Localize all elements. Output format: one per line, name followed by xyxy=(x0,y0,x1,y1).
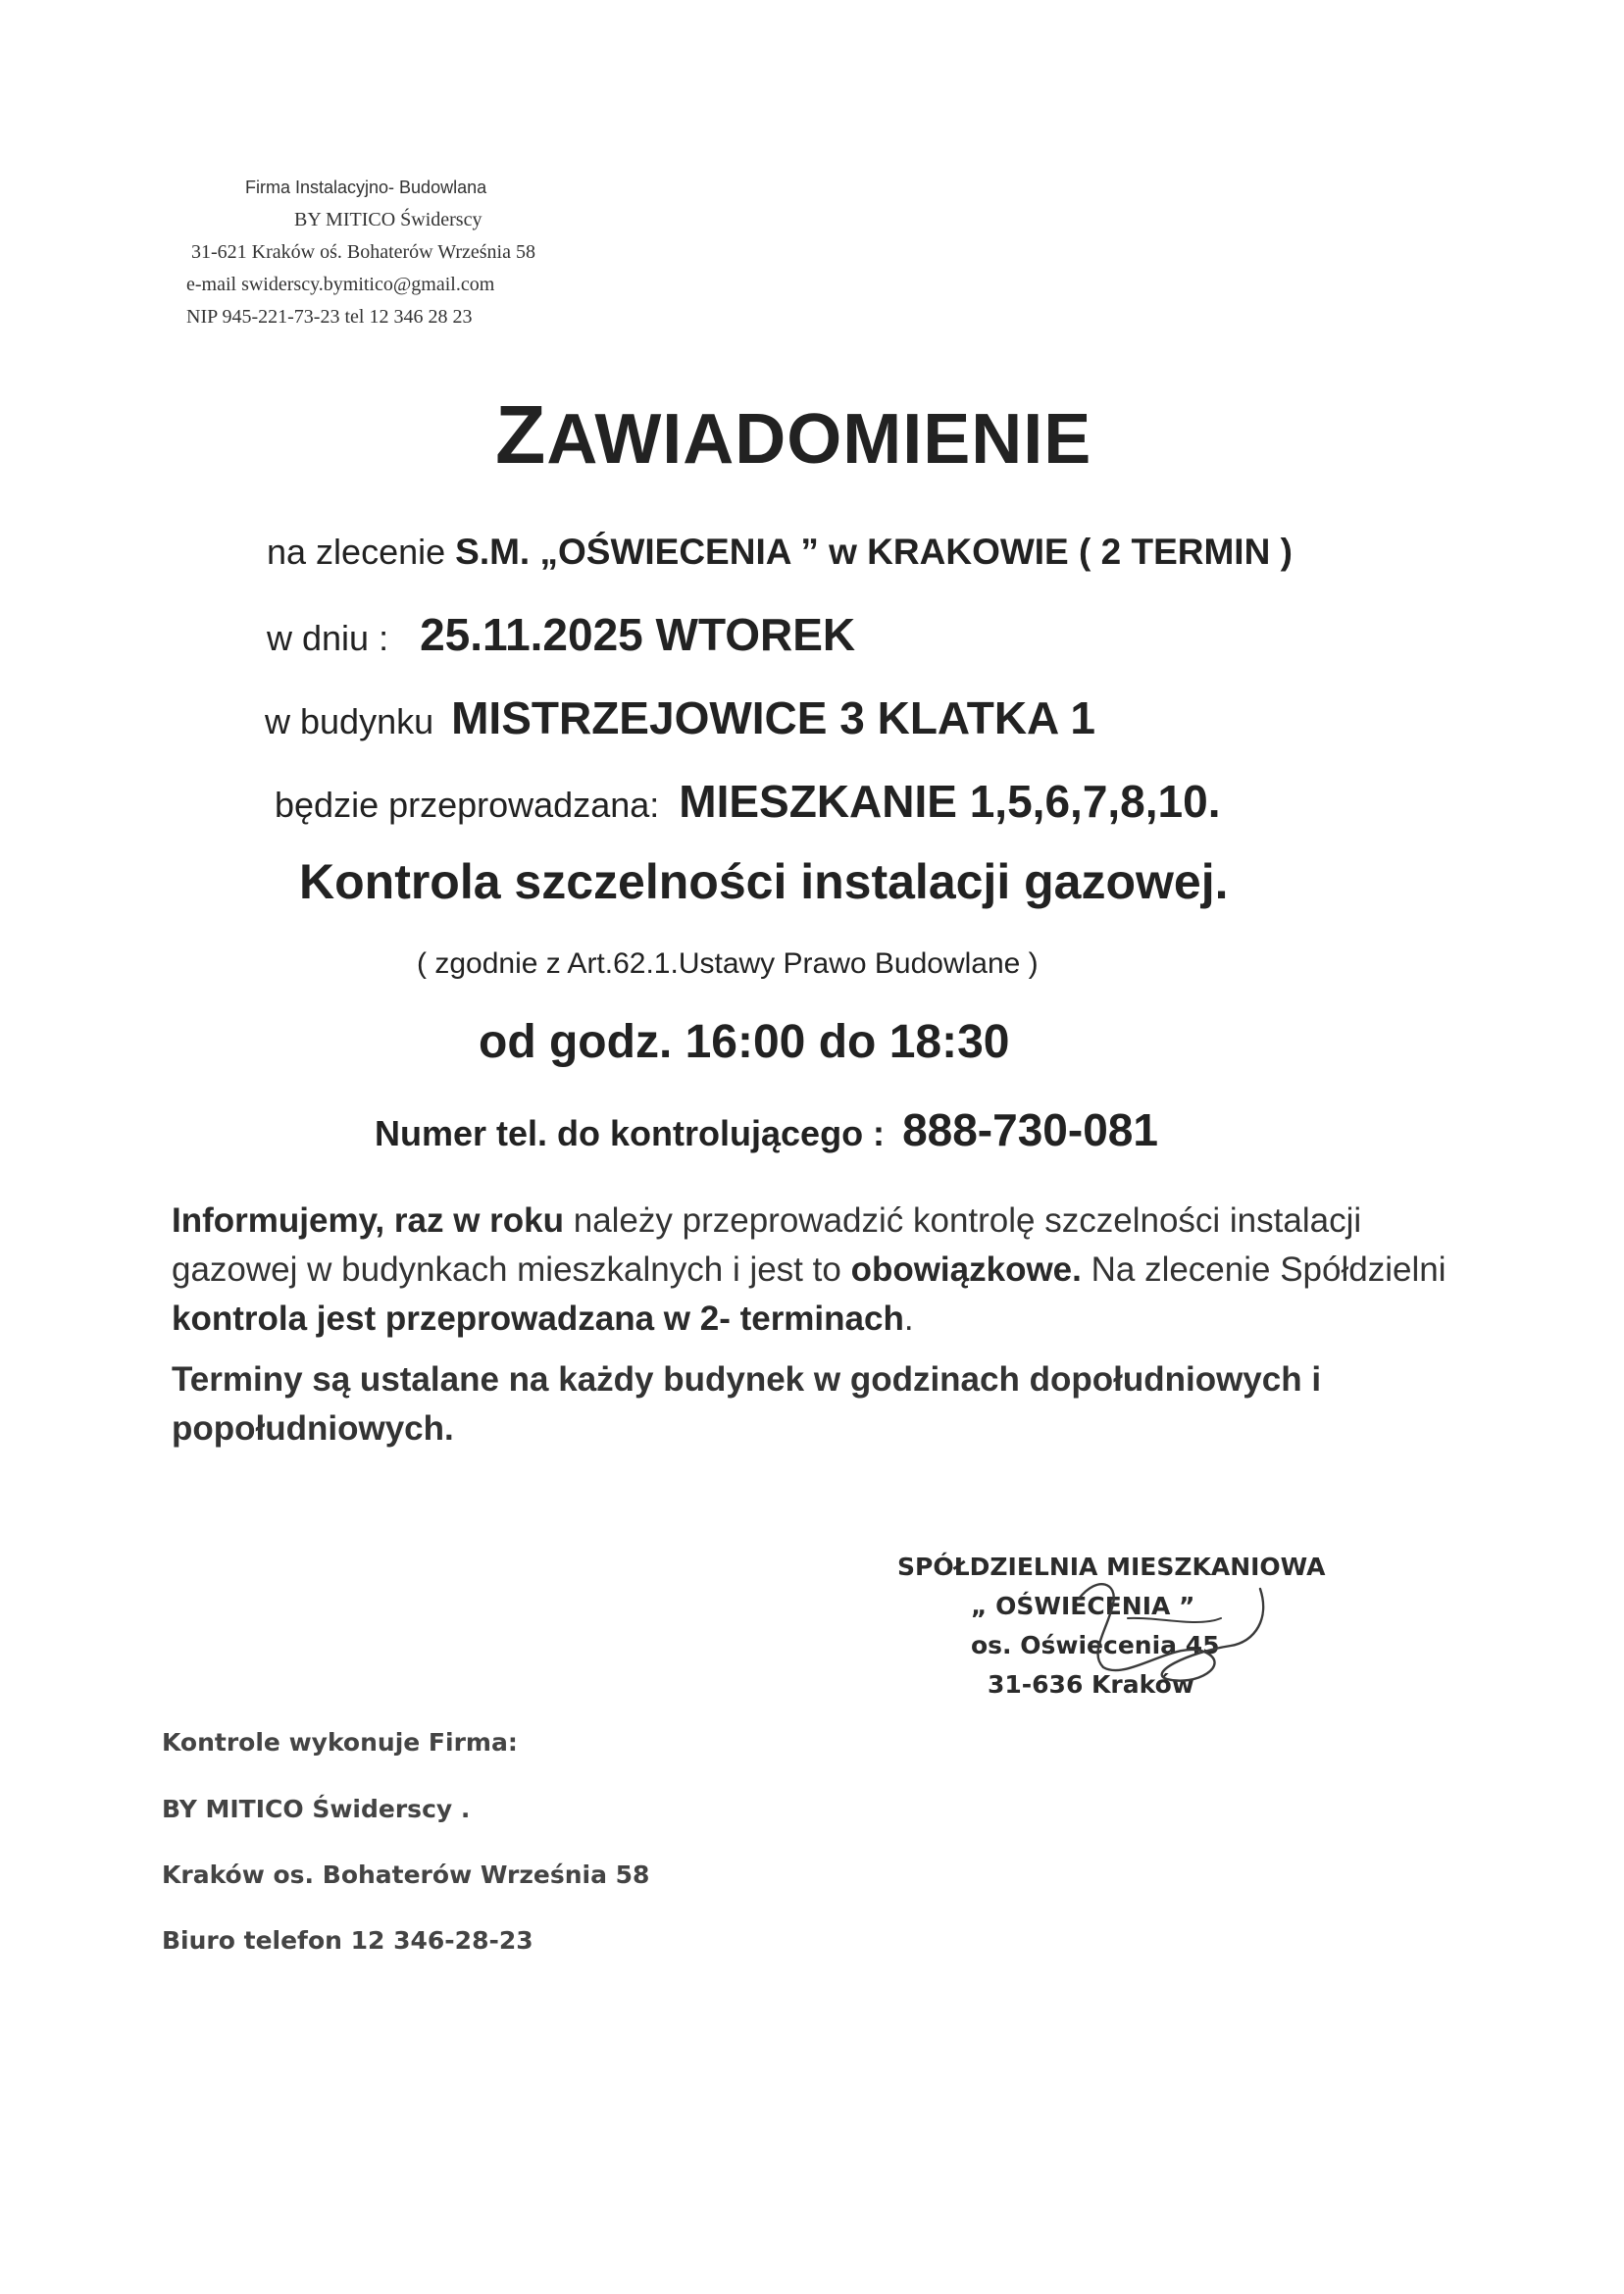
stamp-line-1: SPÓŁDZIELNIA MIESZKANIOWA xyxy=(897,1553,1326,1581)
building-value: MISTRZEJOWICE 3 KLATKA 1 xyxy=(451,692,1095,743)
apartments-value: MIESZKANIE 1,5,6,7,8,10. xyxy=(679,776,1221,827)
title-rest: AWIADOMIENIE xyxy=(546,400,1092,479)
letterhead xyxy=(186,172,535,333)
legal-basis: ( zgodnie z Art.62.1.Ustawy Prawo Budowlane ) xyxy=(417,947,1039,980)
building-line xyxy=(265,691,1095,744)
p1-c: obowiązkowe. xyxy=(850,1250,1082,1289)
date-value: 25.11.2025 WTOREK xyxy=(420,609,856,660)
order-prefix: na zlecenie xyxy=(267,532,456,572)
info-paragraph xyxy=(172,1197,1446,1344)
footer-company-name: BY MITICO Świderscy . xyxy=(162,1795,471,1823)
stamp-line-3: os. Oświecenia 45 xyxy=(971,1631,1220,1659)
phone-prefix: Numer tel. do kontrolującego : xyxy=(375,1113,895,1153)
letterhead-address: 31-621 Kraków oś. Bohaterów Września 58 xyxy=(191,241,535,263)
title-initial: Z xyxy=(495,388,547,481)
document-title xyxy=(495,387,1091,483)
stamp-line-2: „ OŚWIECENIA ” xyxy=(971,1592,1195,1620)
order-line xyxy=(267,532,1293,573)
building-prefix: w budynku xyxy=(265,701,444,741)
letterhead-nip-phone: NIP 945-221-73-23 tel 12 346 28 23 xyxy=(186,306,473,328)
letterhead-email: e-mail swiderscy.bymitico@gmail.com xyxy=(186,274,495,295)
p1-f: . xyxy=(903,1300,914,1338)
footer-executor-label: Kontrole wykonuje Firma: xyxy=(162,1728,518,1757)
footer-address: Kraków os. Bohaterów Września 58 xyxy=(162,1861,650,1889)
signature xyxy=(1059,1559,1285,1716)
footer-office-phone: Biuro telefon 12 346-28-23 xyxy=(162,1926,533,1955)
date-line xyxy=(267,608,855,661)
apartments-prefix: będzie przeprowadzana: xyxy=(275,785,670,825)
stamp-line-4: 31-636 Kraków xyxy=(988,1670,1194,1699)
letterhead-company-type: Firma Instalacyjno- Budowlana xyxy=(245,178,487,197)
p1-a: Informujemy, raz w roku xyxy=(172,1201,564,1240)
schedule-paragraph: Terminy są ustalane na każdy budynek w godzinach dopołudniowych i popołudniowych. xyxy=(172,1360,1322,1448)
inspection-hours: od godz. 16:00 do 18:30 xyxy=(479,1016,1010,1068)
apartments-line xyxy=(275,775,1221,828)
order-client: S.M. „OŚWIECENIA ” w KRAKOWIE ( 2 TERMIN ) xyxy=(455,532,1293,572)
phone-number: 888-730-081 xyxy=(902,1104,1158,1155)
inspection-subject: Kontrola szczelności instalacji gazowej. xyxy=(299,854,1229,909)
inspector-phone-line xyxy=(375,1103,1158,1156)
date-prefix: w dniu : xyxy=(267,618,399,658)
p1-b: należy przeprowadzić kontrolę szczelności instalacji gazowej w budynkach mieszkalnych i jest to xyxy=(172,1201,1362,1289)
letterhead-company-name: BY MITICO Świderscy xyxy=(294,209,482,230)
p1-d: Na zlecenie Spółdzielni xyxy=(1081,1250,1446,1289)
p1-e: kontrola jest przeprowadzana w 2- terminach xyxy=(172,1300,904,1338)
